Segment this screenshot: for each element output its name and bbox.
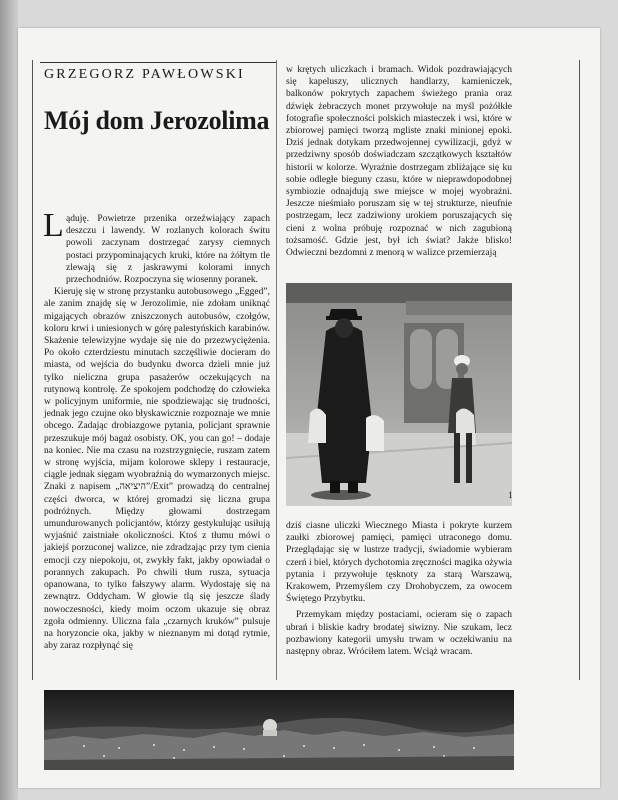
article-title: Mój dom Jerozolima [44, 106, 270, 135]
plastic-bag-left [308, 408, 326, 443]
right-column-bottom-text [286, 520, 512, 658]
header-rule [40, 62, 276, 63]
paragraph-2: Kieruję się w stronę przystanku autobusowego „Egged”, ale zanim znajdę się w Jerozolimie, nie zdołam uniknąć migających obrazów zniszczonych autobusów, czołgów, koloru krwi i uniesionych w górę palestyńskich karabinów. Skażenie telewizyjne wydaje się nie do przezwyciężenia. Po około czterdziestu minutach szczęśliwie docieram do miasta, od wejścia do budynku dworca dzieli mnie już tylko nieliczna grupa pasażerów oczekujących na rutynową kontrolę. Ze spokojem podchodzę do człowieka w policyjnym uniformie, nie spodziewając się trudności, jednak jego czujne oko błyskawicznie rozpoznaje we mnie obcego. Zadając drobiazgowe pytania, policjant sprawnie przeszukuje mój bagaż osobisty. OK, you can go! – dodaje na koniec. Nie ma czasu na rozstrzygnięcie, ruszam zatem w stronę wyjścia, mijam kolorowe sklepy i restauracje, ciągle jednak sięgam wyobraźnią do wymarzonych miejsc. Znaki z napisem „היציאה”/Exit” prowadzą do centralnej części dworca, w której gromadzi się liczna grupa podróżnych. Między głowami dostrzegam umundurowanych policjantów, którzy gestykulując usiłują wyjaśnić zaistniałe okoliczności. Ktoś z tłumu mówi o jakiejś porzuconej walizce, nie zdradzając przy tym cienia emocji czy niepokoju, ot, zwykły fakt, jakby opowiadał o porannych zakupach. Po chwili tłum rusza, sytuacja opanowana, to tylko fałszywy alarm. Wydostaję się na zewnątrz. Oddycham. W głowie tlą się jeszcze ślady nowoczesności, kiedy moim oczom ukazuje się obraz zgoła odmienny. Uliczna fala „czarnych kruków” pulsuje na horyzoncie oka, jakby w nieznanym mi dotąd rytmie, aby zaraz rozpłynąć się [44, 287, 270, 652]
column-divider [276, 60, 277, 680]
author-name: GRZEGORZ PAWŁOWSKI [44, 67, 245, 82]
drop-cap: L [43, 207, 64, 244]
man-figure [316, 325, 372, 483]
right-bottom-paragraph-1: dziś ciasne uliczki Wiecznego Miasta i pokryte kurzem zaułki zbiorowej pamięci, pamięci utraconego domu. Przeglądając się w lustrze tradycji, świadomie wybieram czerń i biel, których dychotomia zręczności magika ożywia pytania i przywołuje tęsknoty za starą Warszawą, Krakowem, Przemyślem czy Drohobyczem, za owocem Świętego Przybytku. [286, 521, 512, 605]
page-shadow-edge [0, 0, 18, 800]
photo-number: 1 [508, 490, 513, 500]
right-column-top-text [286, 64, 512, 259]
left-margin-rule [32, 60, 33, 680]
jerusalem-night-panorama [44, 690, 514, 770]
right-margin-rule [579, 60, 580, 680]
plastic-bag-right [366, 415, 384, 451]
street-photo [286, 283, 512, 506]
right-bottom-paragraph-2: Przemykam między postaciami, ocieram się o zapach ubrań i bliskie kadry brodatej siwizny. Nie szukam, lecz pozbawiony kategorii umysłu trwam w oczekiwaniu na następny obraz. Wróciłem latem. Wciąż wracam. [286, 610, 512, 658]
right-top-paragraph: w krętych uliczkach i bramach. Widok pozdrawiających się kapeluszy, ulicznych handlarzy, kamieniczek, balkonów pokrytych zapachem świeżego prania oraz dźwięk żebraczych monet przywołuje na myśl pożółkłe fotografie społeczności polskich miasteczek i wsi, które w zbiorowej pamięci tworzą mgliste znaki minionej epoki. Dziś jednak dotykam przedwojennej cywilizacji, gdyż w przedziwny sposób doświadczam szczątkowych kształtów historii w kolorze. Wyraźnie dostrzegam zbliżające się ku sobie odległe bieguny czasu, które w nieprawdopodobnej symbiozie odnajdują swe miejsce w mojej wyobraźni. Jeszcze nieśmiało poruszam się w tej strukturze, nieufnie postrzegam, lecz zadziwiony urokiem poruszających się cieni z wolna próbuję rozpoznać w nich zagubioną tożsamość. Gdzie jest, był ich świat? Jakże blisko! Odwieczni bezdomni z menorą w walizce przemierzają [286, 65, 512, 259]
opening-paragraph: ąduję. Powietrze przenika orzeźwiający zapach deszczu i lawendy. W rozlanych kolorach świtu powoli zaczynam dostrzegać zarysy ciemnych postaci przypominających kruki, które na żółtym tle zlewają się z jaskrawymi kolorami innych przechodniów. Rozpoczyna się wiosenny poranek. [66, 214, 270, 286]
left-column-text [44, 213, 270, 652]
shadow [311, 490, 371, 500]
